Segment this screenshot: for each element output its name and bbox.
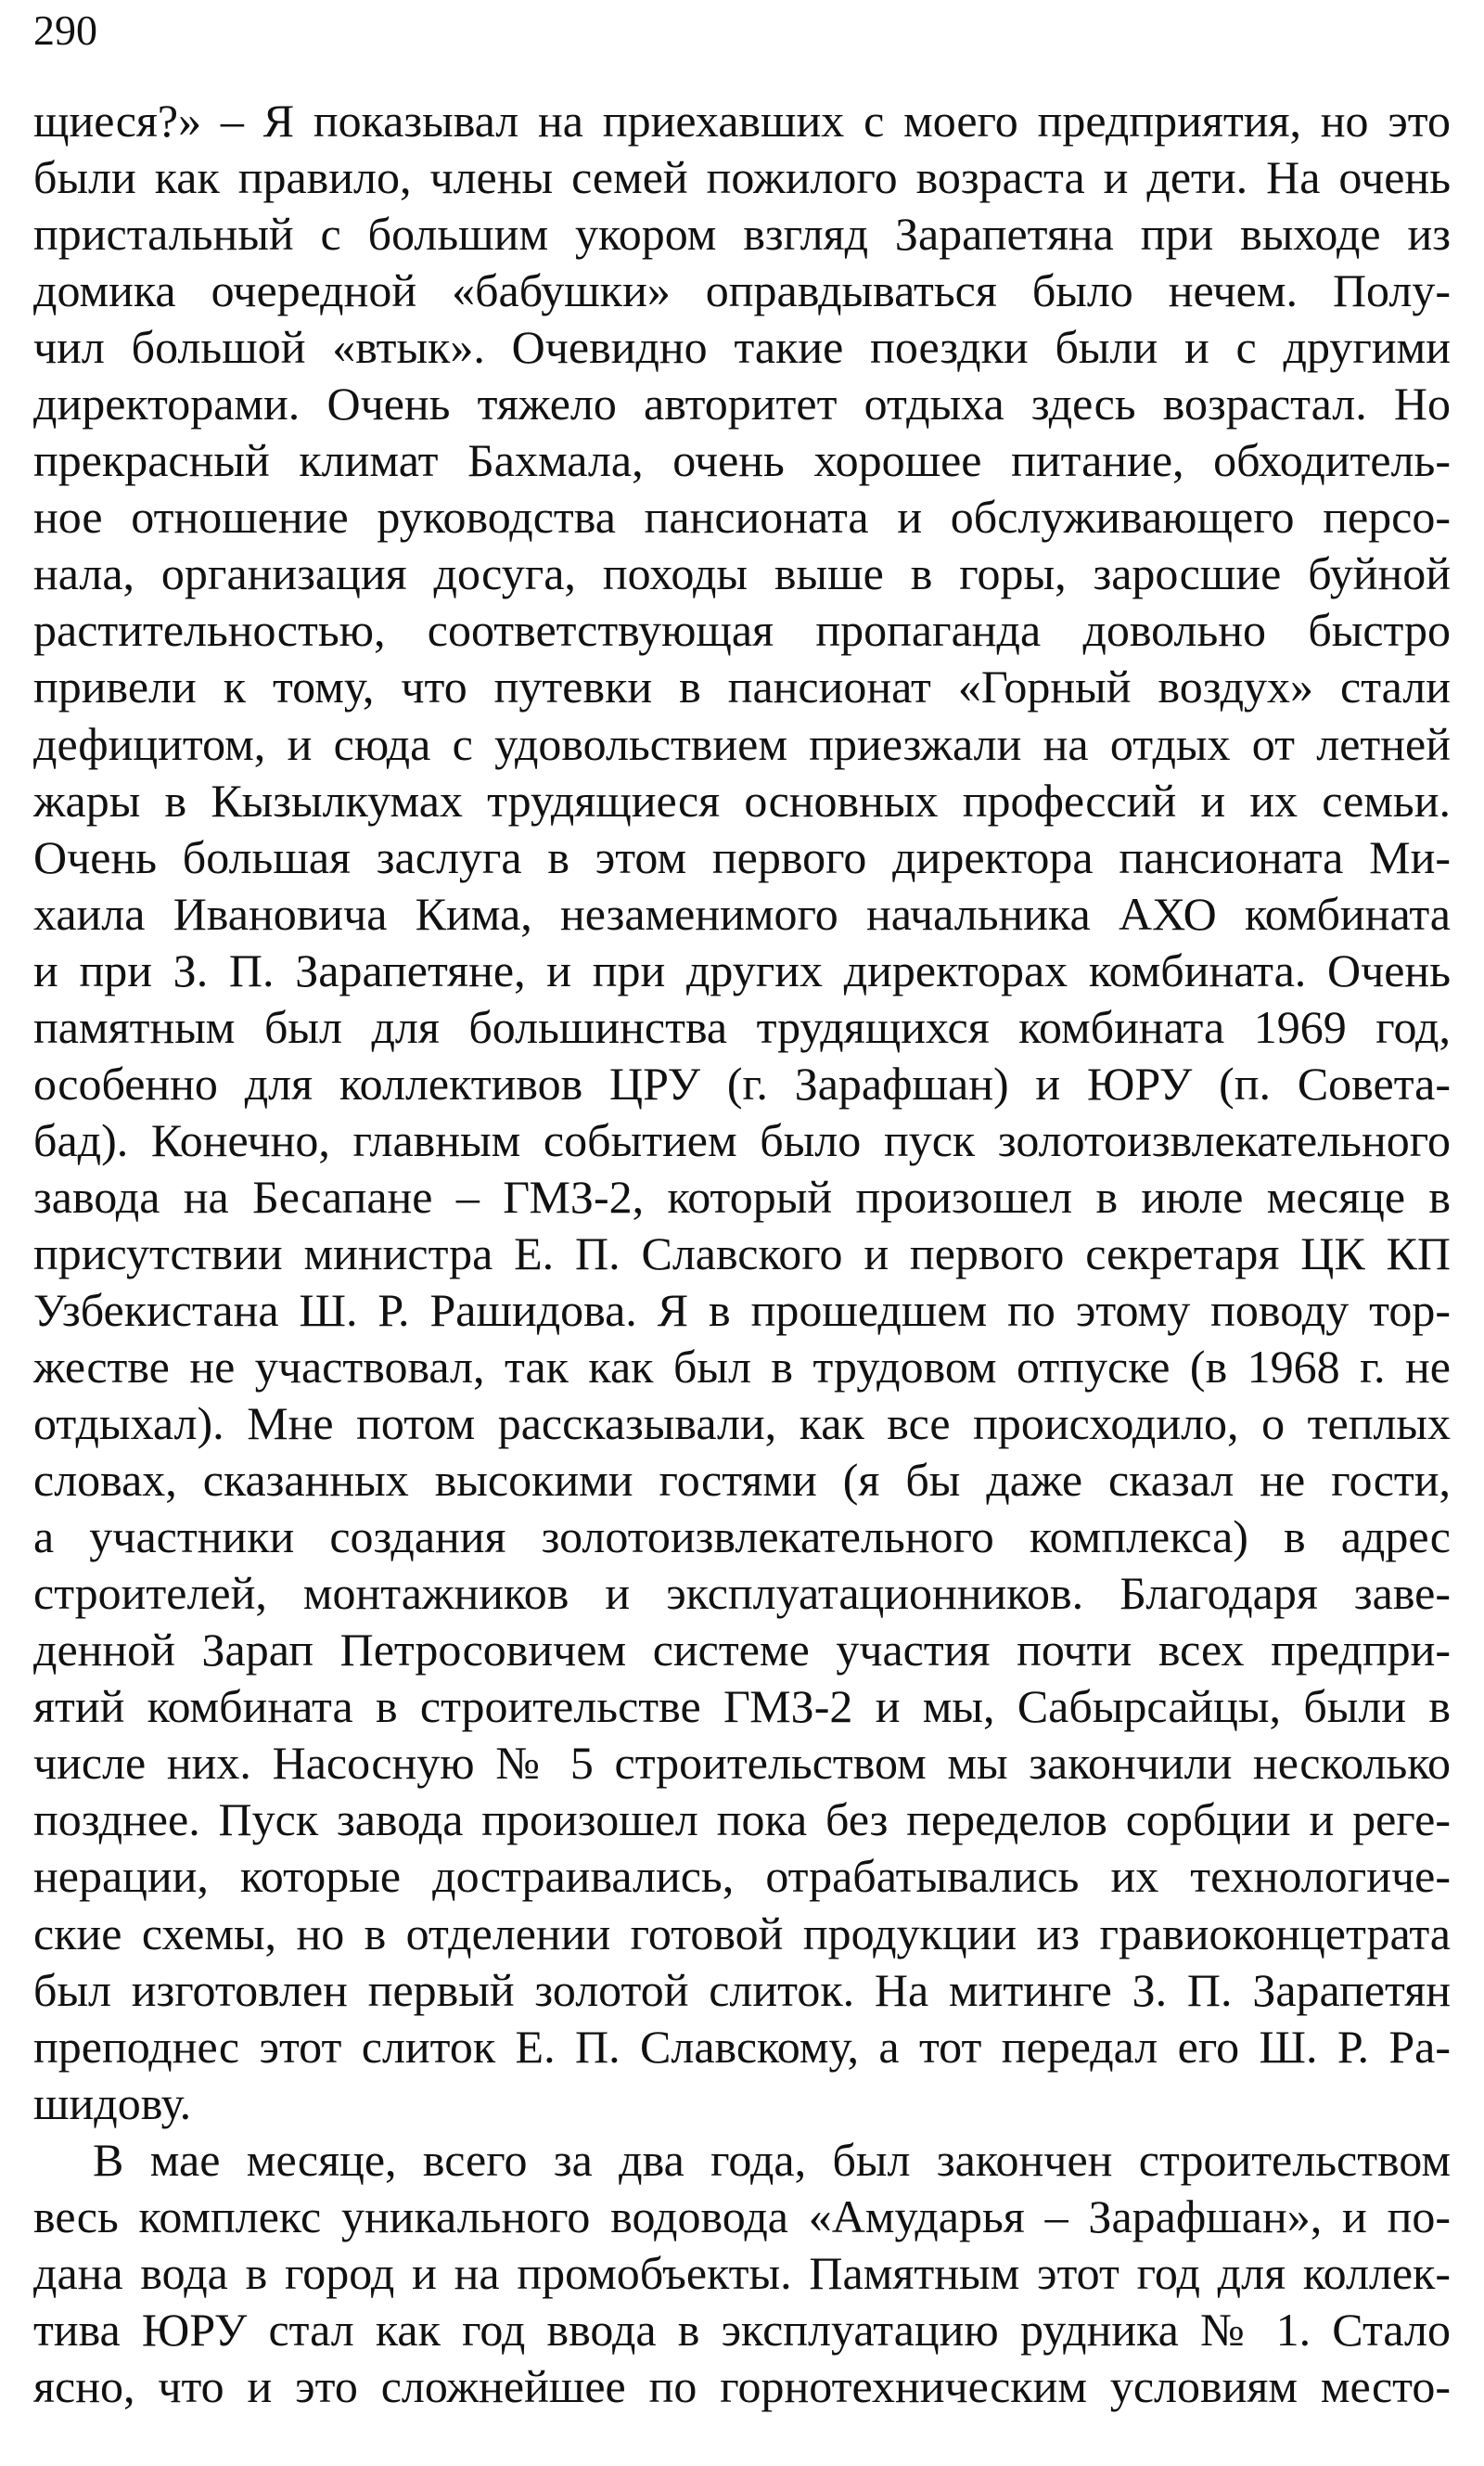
text-line: ские схемы, но в отделении готовой продукции из гравиоконцетрата — [33, 1907, 1451, 1959]
text-line: бад). Конечно, главным событием было пуск золотоизвлекательного — [33, 1113, 1451, 1166]
text-line: хаила Ивановича Кима, незаменимого начальника АХО комбината — [33, 887, 1451, 940]
text-line: жары в Кызылкумах трудящиеся основных профессий и их семьи. — [33, 774, 1451, 827]
text-line: позднее. Пуск завода произошел пока без переделов сорбции и реге- — [33, 1793, 1451, 1846]
text-line: тива ЮРУ стал как год ввода в эксплуатацию рудника № 1. Стало — [33, 2303, 1451, 2356]
text-line: памятным был для большинства трудящихся комбината 1969 год, — [33, 1000, 1451, 1053]
paragraph-end-line: шидову. — [33, 2076, 192, 2129]
text-line: домика очередной «бабушки» оправдываться было нечем. Полу- — [33, 264, 1451, 317]
text-line: дана вода в город и на промобъекты. Памятным этот год для коллек- — [33, 2246, 1451, 2299]
text-line: был изготовлен первый золотой слиток. На митинге З. П. Зарапетян — [33, 1963, 1451, 2016]
text-line: ное отношение руководства пансионата и обслуживающего персо- — [33, 491, 1451, 544]
text-line: растительностью, соответствующая пропаганда довольно быстро — [33, 604, 1451, 657]
text-line: словах, сказанных высокими гостями (я бы даже сказал не гости, — [33, 1454, 1451, 1507]
text-line: ятий комбината в строительстве ГМЗ-2 и мы, Сабырсайцы, были в — [33, 1680, 1451, 1733]
text-line: весь комплекс уникального водовода «Амударья – Зарафшан», и по- — [33, 2190, 1451, 2242]
text-line: отдыхал). Мне потом рассказывали, как все происходило, о теплых — [33, 1397, 1451, 1450]
text-line: ясно, что и это сложнейшее по горнотехническим условиям место- — [33, 2359, 1451, 2412]
text-line: Узбекистана Ш. Р. Рашидова. Я в прошедшем по этому поводу тор- — [33, 1283, 1451, 1336]
page-number: 290 — [33, 6, 97, 54]
text-line: особенно для коллективов ЦРУ (г. Зарафшан) и ЮРУ (п. Совета- — [33, 1057, 1451, 1110]
text-line: строителей, монтажников и эксплуатационников. Благодаря заве- — [33, 1567, 1451, 1620]
text-line: Очень большая заслуга в этом первого директора пансионата Ми- — [33, 830, 1451, 883]
paragraph-first-line: В мае месяце, всего за два года, был закончен строительством — [93, 2133, 1451, 2186]
text-line: пристальный с большим укором взгляд Зарапетяна при выходе из — [33, 208, 1451, 261]
text-line: жестве не участвовал, так как был в трудовом отпуске (в 1968 г. не — [33, 1341, 1451, 1394]
text-line: привели к тому, что путевки в пансионат «Горный воздух» стали — [33, 661, 1451, 713]
text-line: прекрасный климат Бахмала, очень хорошее питание, обходитель- — [33, 434, 1451, 487]
text-line: и при З. П. Зарапетяне, и при других директорах комбината. Очень — [33, 944, 1451, 996]
text-line: а участники создания золотоизвлекательного комплекса) в адрес — [33, 1510, 1451, 1563]
text-line: были как правило, члены семей пожилого возраста и дети. На очень — [33, 151, 1451, 204]
text-line: завода на Бесапане – ГМЗ-2, который произошел в июле месяце в — [33, 1170, 1451, 1223]
text-line: преподнес этот слиток Е. П. Славскому, а тот передал его Ш. Р. Ра- — [33, 2020, 1451, 2073]
text-line: директорами. Очень тяжело авторитет отдыха здесь возрастал. Но — [33, 378, 1451, 430]
text-line: числе них. Насосную № 5 строительством мы закончили несколько — [33, 1737, 1451, 1790]
text-line: нала, организация досуга, походы выше в горы, заросшие буйной — [33, 547, 1451, 600]
text-line: чил большой «втык». Очевидно такие поездки были и с другими — [33, 321, 1451, 374]
text-line: присутствии министра Е. П. Славского и первого секретаря ЦК КП — [33, 1227, 1451, 1279]
text-line: щиеся?» – Я показывал на приехавших с моего предприятия, но это — [33, 95, 1451, 147]
body-text — [33, 93, 1451, 2415]
text-line: денной Зарап Петросовичем системе участия почти всех предпри- — [33, 1624, 1451, 1676]
text-line: нерации, которые достраивались, отрабатывались их технологиче- — [33, 1850, 1451, 1903]
text-line: дефицитом, и сюда с удовольствием приезжали на отдых от летней — [33, 717, 1451, 770]
